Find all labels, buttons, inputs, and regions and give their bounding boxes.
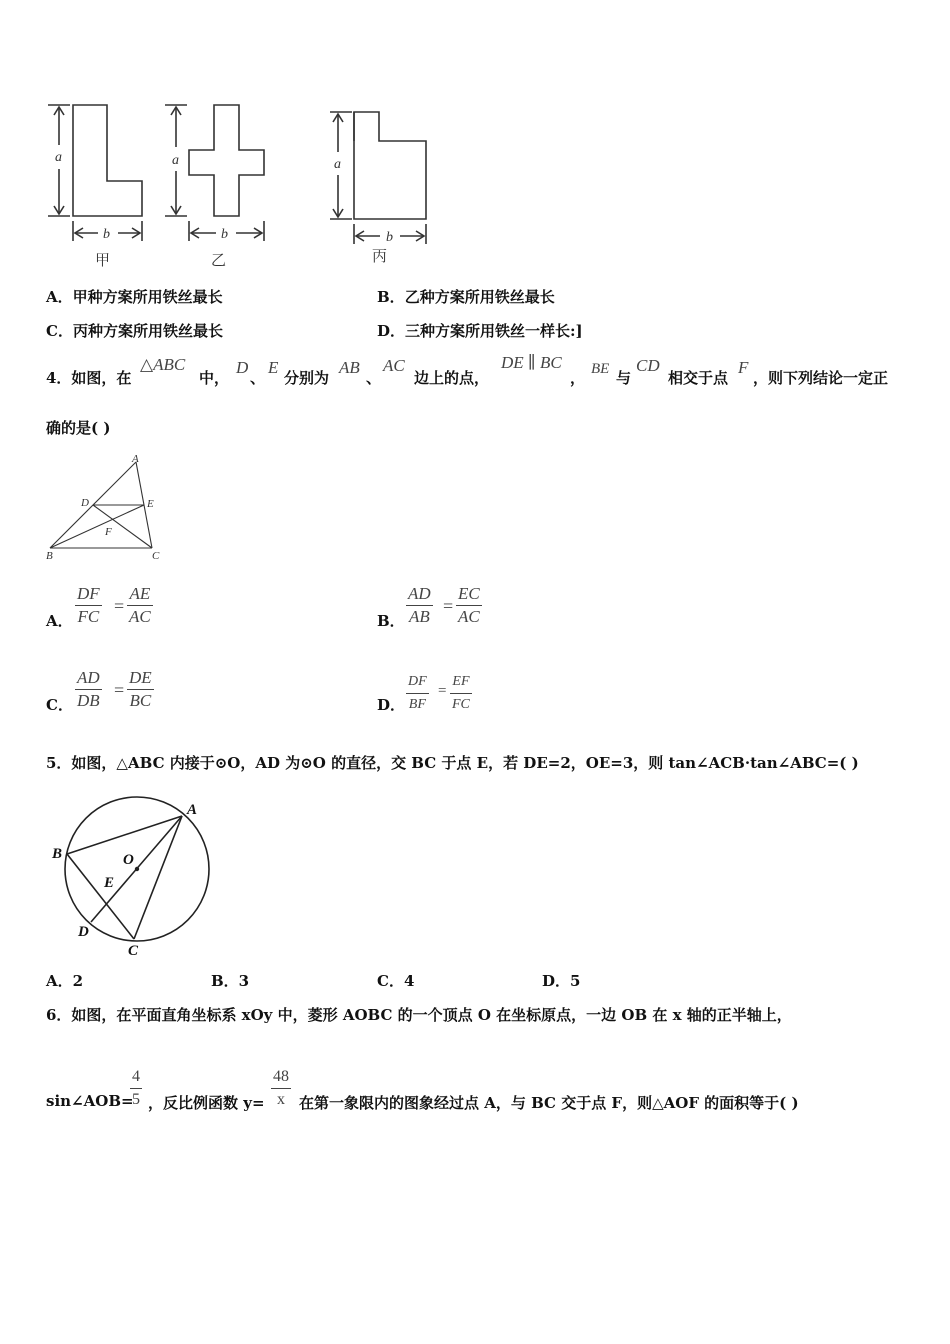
q5-fig-D: D <box>78 924 89 940</box>
q4-fig-D: D <box>81 497 89 509</box>
q3-label-a3: a <box>334 157 341 172</box>
q4-AB: AB <box>339 358 360 377</box>
q4-parallel: DE ∥ BC <box>501 353 562 372</box>
q4-p4: 边上的点， <box>414 369 490 387</box>
q5-option-a: A．2 <box>46 972 84 990</box>
q5-stem: 5．如图，△ABC 内接于⊙O，AD 为⊙O 的直径，交 BC 于点 E，若 DE=2，OE=3，则 tan∠ACB·tan∠ABC=( ) <box>46 754 859 772</box>
q4-p6: 相交于点 <box>668 369 729 387</box>
q6-sin-fraction: $\frac{4}{5}$ <box>132 1068 140 1108</box>
q4-dun2: 、 <box>366 369 382 387</box>
shape-jia <box>73 105 142 216</box>
q4-tri: △ABC <box>140 355 186 374</box>
q4-AC: AC <box>383 356 405 375</box>
q3-label-b2: b <box>221 227 228 242</box>
q6-sin-label: sin∠AOB= <box>46 1092 134 1110</box>
q4-dun: 、 <box>250 369 266 387</box>
q4-fig-F: F <box>105 526 112 538</box>
q4-fig-A: A <box>132 453 139 465</box>
q3-option-a: A．甲种方案所用铁丝最长 <box>46 288 223 306</box>
q6-stem-line1: 6．如图，在平面直角坐标系 xOy 中，菱形 AOBC 的一个顶点 O 在坐标原点，一边 OB 在 x 轴的正半轴上， <box>46 1006 792 1024</box>
q4-E: E <box>268 358 279 377</box>
q3-label-b3: b <box>386 230 393 245</box>
q4-stem-line2: 确的是( ) <box>46 419 111 437</box>
q5-fig-E: E <box>104 875 115 891</box>
q5-option-d: D．5 <box>542 972 581 990</box>
shape-bing <box>354 112 426 219</box>
q3-option-d: D．三种方案所用铁丝一样长:] <box>377 322 583 340</box>
q3-figure <box>40 95 440 270</box>
q3-label-a2: a <box>172 153 179 168</box>
q5-fig-C: C <box>128 943 139 958</box>
q3-label-b1: b <box>103 227 110 242</box>
q3-label-a1: a <box>55 150 62 165</box>
q6-tail: 在第一象限内的图象经过点 A，与 BC 交于点 F，则△AOF 的面积等于( ) <box>299 1094 799 1112</box>
q4-comma: ， <box>570 369 586 387</box>
q4-CD: CD <box>636 356 660 375</box>
q5-center-dot <box>135 867 139 871</box>
q4-p2: 中， <box>199 369 230 387</box>
q6-mid: ，反比例函数 y= <box>148 1094 265 1112</box>
q6-k-fraction: $\frac{48}{x}$ <box>273 1068 289 1108</box>
q3-option-c: C．丙种方案所用铁丝最长 <box>46 322 223 340</box>
q3-label-bing: 丙 <box>372 249 388 265</box>
q3-option-b: B．乙种方案所用铁丝最长 <box>377 288 555 306</box>
q4-fig-E: E <box>147 498 154 510</box>
q4-p7: ，则下列结论一定正 <box>753 369 889 387</box>
q4-F: F <box>738 358 749 377</box>
q5-fig-O: O <box>123 852 134 868</box>
q5-fig-B: B <box>52 846 63 862</box>
q3-label-yi: 乙 <box>211 253 227 269</box>
q4-p3: 分别为 <box>284 369 330 387</box>
q5-option-c: C．4 <box>377 972 415 990</box>
q5-option-b: B．3 <box>211 972 250 990</box>
q5-figure <box>46 788 216 958</box>
q4-BE: BE <box>591 361 610 377</box>
q4-p5: 与 <box>616 369 632 387</box>
q4-fig-C: C <box>152 550 160 562</box>
q4-figure <box>40 452 180 567</box>
q5-fig-A: A <box>187 802 198 818</box>
q4-fig-B: B <box>46 550 53 562</box>
shape-yi <box>189 105 264 216</box>
q4-p1: 4．如图，在 <box>46 369 132 387</box>
q4-D: D <box>236 358 249 377</box>
q3-label-jia: 甲 <box>95 253 111 269</box>
